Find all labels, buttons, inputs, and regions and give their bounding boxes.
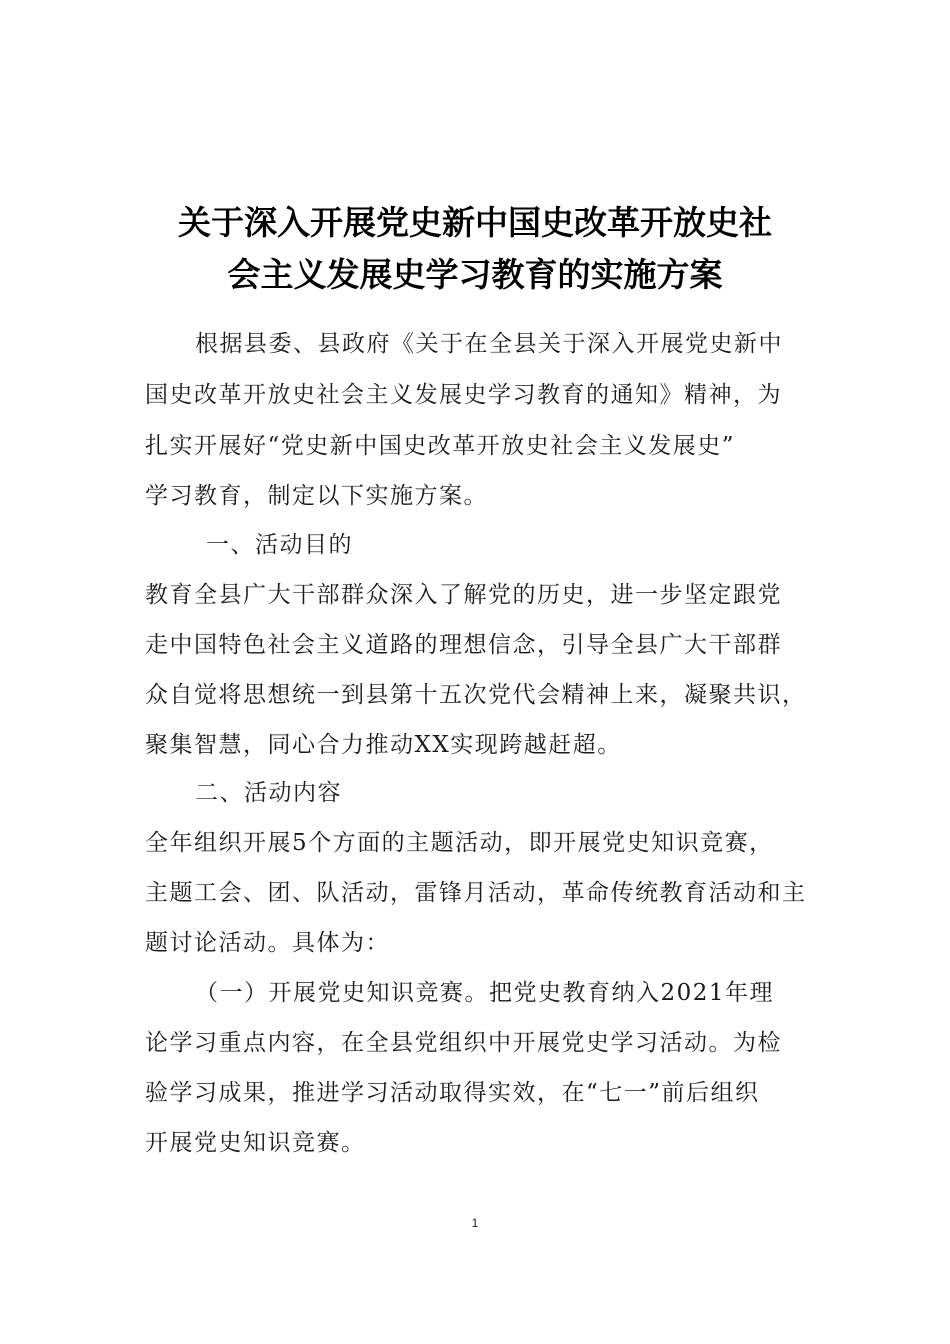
paragraph-line: 国史改革开放史社会主义发展史学习教育的通知》精神，为 <box>145 382 782 408</box>
paragraph-line: 全年组织开展5个方面的主题活动，即开展党史知识竞赛， <box>145 830 774 856</box>
paragraph-line: 学习教育，制定以下实施方案。 <box>145 483 488 509</box>
paragraph-line: 根据县委、县政府《关于在全县关于深入开展党史新中 <box>195 331 783 357</box>
paragraph-line: 主题工会、团、队活动，雷锋月活动，革命传统教育活动和主 <box>145 880 807 906</box>
document-title-line-2: 会主义发展史学习教育的实施方案 <box>227 255 723 294</box>
paragraph-line: 扎实开展好“党史新中国史改革开放史社会主义发展史” <box>145 433 736 459</box>
paragraph-line: 开展党史知识竞赛。 <box>145 1130 366 1156</box>
paragraph-line: 论学习重点内容，在全县党组织中开展党史学习活动。为检 <box>145 1030 782 1056</box>
paragraph-line: 走中国特色社会主义道路的理想信念，引导全县广大干部群 <box>145 632 782 658</box>
document-title-line-1: 关于深入开展党史新中国史改革开放史社 <box>178 203 772 242</box>
paragraph-line: 聚集智慧，同心合力推动XX实现跨越赶超。 <box>145 732 622 758</box>
section-heading: 一、活动目的 <box>206 532 353 558</box>
paragraph-line: 题讨论活动。具体为： <box>145 930 390 956</box>
paragraph-line: 验学习成果，推进学习活动取得实效，在“七一”前后组织 <box>145 1080 760 1106</box>
paragraph-line: 教育全县广大干部群众深入了解党的历史，进一步坚定跟党 <box>145 582 782 608</box>
paragraph-line: 众自觉将思想统一到县第十五次党代会精神上来，凝聚共识， <box>145 682 807 708</box>
paragraph-line: （一）开展党史知识竞赛。把党史教育纳入2021年理 <box>195 980 775 1006</box>
section-heading: 二、活动内容 <box>195 780 342 806</box>
page-number: 1 <box>471 1216 479 1230</box>
